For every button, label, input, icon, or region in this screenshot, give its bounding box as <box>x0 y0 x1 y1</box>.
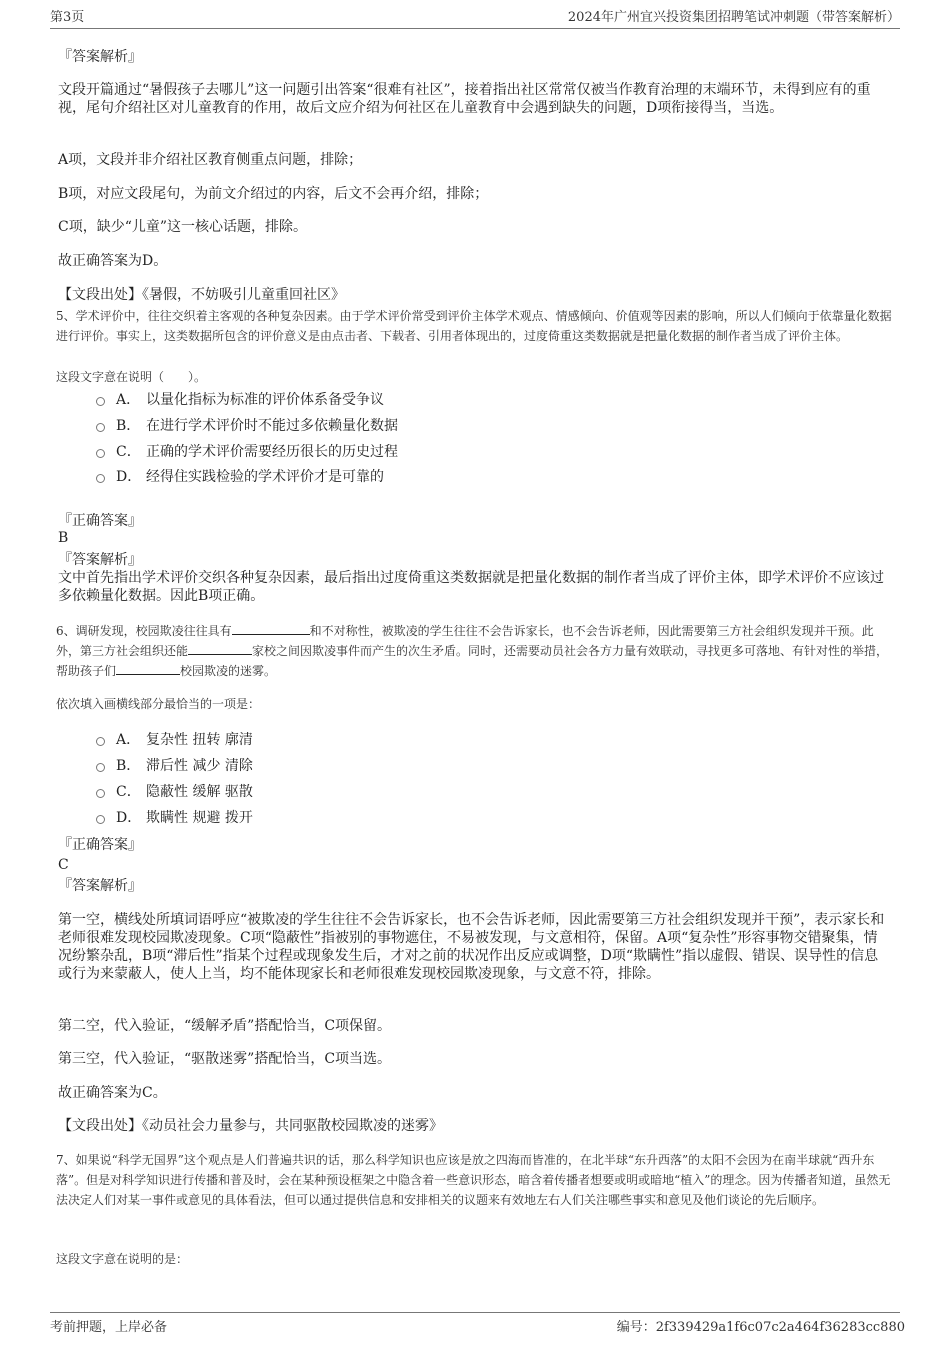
q6-analysis-paragraph-2: 第二空，代入验证，“缓解矛盾”搭配恰当，C项保留。 <box>58 1018 392 1034</box>
footer-divider <box>50 1312 900 1313</box>
q6-stem-part-3: 家校之间因欺凌事件而产生的次生矛盾。同时，还需要动员社会各方力量有效联动，寻找更多可落地、有针对性的举措，帮助孩子们 <box>56 644 889 678</box>
q4-analysis-option-a: A项，文段并非介绍社区教育侧重点问题，排除； <box>58 152 363 168</box>
q5-option-c[interactable] <box>96 442 398 462</box>
q6-source: 【文段出处】《动员社会力量参与，共同驱散校园欺凌的迷雾》 <box>58 1118 443 1134</box>
radio-icon[interactable] <box>96 815 105 824</box>
q5-stem: 5、学术评价中，往往交织着主客观的各种复杂因素。由于学术评价常受到评价主体学术观点、情感倾向、价值观等因素的影响，所以人们倾向于依靠量化数据进行评价。事实上，这类数据所包含的评价意义是由点击者、下载者、引用者体现出的，过度倚重这类数据就是把量化数据的制作者当成了评价主体。 <box>56 309 892 343</box>
radio-icon[interactable] <box>96 397 105 406</box>
option-letter: D． <box>116 469 142 485</box>
q6-option-c[interactable] <box>96 782 253 802</box>
q6-analysis-paragraph-1: 第一空，横线处所填词语呼应“被欺凌的学生往往不会告诉家长，也不会告诉老师，因此需要第三方社会组织发现并干预”，表示家长和老师很难发现校园欺凌现象。C项“隐蔽性”指被别的事物遮住，不易被发现，与文意相符，保留。A项“复杂性”形容事物交错聚集，情况纷繁杂乱，B项“滞后性”指某个过程或现象发生后，才对之前的状况作出反应或调整，D项“欺瞒性”指以虚假、错误、误导性的信息或行为来蒙蔽人，使人上当，均不能体现家长和老师很难发现校园欺凌现象，与文意不符，排除。 <box>58 912 885 982</box>
option-letter: C． <box>116 784 141 800</box>
q4-analysis-option-b: B项，对应文段尾句，为前文介绍过的内容，后文不会再介绍，排除； <box>58 186 489 202</box>
q6-analysis-heading: 『答案解析』 <box>58 878 142 894</box>
option-letter: D． <box>116 810 142 826</box>
option-text: 正确的学术评价需要经历很长的历史过程 <box>146 444 398 460</box>
radio-icon[interactable] <box>96 423 105 432</box>
option-text: 经得住实践检验的学术评价才是可靠的 <box>146 469 384 485</box>
fill-blank-3 <box>116 662 180 675</box>
option-text: 以量化指标为标准的评价体系备受争议 <box>146 392 384 408</box>
q5-answer-heading: 『正确答案』 <box>58 513 142 529</box>
footer-slogan: 考前押题，上岸必备 <box>50 1320 168 1335</box>
option-letter: B． <box>116 758 141 774</box>
option-text: 隐蔽性 缓解 驱散 <box>146 784 253 800</box>
q7-stem: 7、如果说“科学无国界”这个观点是人们普遍共识的话，那么科学知识也应该是放之四海而皆准的，在北半球“东升西落”的太阳不会因为在南半球就“西升东落”。但是对科学知识进行传播和普及时，会在某种预设框架之中隐含着一些意识形态，暗含着传播者想要或明或暗地“植入”的理念。因为传播者知道，虽然无法决定人们对某一事件或意见的具体看法，但可以通过提供信息和安排相关的议题来有效地左右人们关注哪些事实和意见及他们谈论的先后顺序。 <box>56 1153 891 1207</box>
q5-prompt: 这段文字意在说明（ ）。 <box>56 370 207 384</box>
fill-blank-2 <box>188 642 252 655</box>
option-letter: A． <box>116 392 141 408</box>
q6-conclusion: 故正确答案为C。 <box>58 1085 167 1101</box>
q5-analysis-heading: 『答案解析』 <box>58 552 142 568</box>
radio-icon[interactable] <box>96 763 105 772</box>
document-id: 编号：2f339429a1f6c07c2a464f36283cc880 <box>616 1320 905 1335</box>
option-letter: C． <box>116 444 141 460</box>
option-text: 欺瞒性 规避 拨开 <box>146 810 253 826</box>
radio-icon[interactable] <box>96 789 105 798</box>
q6-answer-heading: 『正确答案』 <box>58 837 142 853</box>
q6-analysis-paragraph-3: 第三空，代入验证，“驱散迷雾”搭配恰当，C项当选。 <box>58 1051 392 1067</box>
q6-stem-part-1: 6、调研发现，校园欺凌往往具有 <box>56 624 232 638</box>
q6-stem <box>56 621 896 681</box>
q6-prompt: 依次填入画横线部分最恰当的一项是： <box>56 697 261 711</box>
q4-analysis-paragraph: 文段开篇通过“暑假孩子去哪儿”这一问题引出答案“很难有社区”，接着指出社区常常仅被当作教育治理的末端环节，未得到应有的重视，尾句介绍社区对儿童教育的作用，故后文应介绍为何社区在儿童教育中会遇到缺失的问题，D项衔接得当，当选。 <box>58 82 871 116</box>
q7-prompt: 这段文字意在说明的是： <box>56 1252 189 1266</box>
radio-icon[interactable] <box>96 449 105 458</box>
q6-stem-part-2: 和不对称性，被欺凌的学生往往不会告诉家长，也不会告诉老师，因此需要第三方社会组织发现并干预。此外，第三方社会组织还能 <box>56 624 874 658</box>
option-text: 复杂性 扭转 廓清 <box>146 732 253 748</box>
q5-analysis: 文中首先指出学术评价交织各种复杂因素，最后指出过度倚重这类数据就是把量化数据的制作者当成了评价主体，即学术评价不应该过多依赖量化数据。因此B项正确。 <box>58 570 884 604</box>
q5-option-d[interactable] <box>96 467 384 487</box>
q4-analysis-option-c: C项，缺少“儿童”这一核心话题，排除。 <box>58 219 308 235</box>
radio-icon[interactable] <box>96 474 105 483</box>
q6-stem-part-4: 校园欺凌的迷雾。 <box>180 664 277 678</box>
option-text: 在进行学术评价时不能过多依赖量化数据 <box>146 418 398 434</box>
option-text: 滞后性 减少 清除 <box>146 758 253 774</box>
page-number: 第3页 <box>50 10 85 25</box>
q4-conclusion: 故正确答案为D。 <box>58 253 168 269</box>
q5-option-a[interactable] <box>96 390 384 410</box>
q4-source: 【文段出处】《暑假，不妨吸引儿童重回社区》 <box>58 287 345 303</box>
q5-option-b[interactable] <box>96 416 398 436</box>
document-title: 2024年广州宜兴投资集团招聘笔试冲刺题（带答案解析） <box>567 10 900 25</box>
option-letter: B． <box>116 418 141 434</box>
q4-analysis-heading: 『答案解析』 <box>58 49 142 65</box>
fill-blank-1 <box>232 622 310 635</box>
header-divider <box>50 28 900 29</box>
q5-answer: B <box>58 530 69 546</box>
q6-answer: C <box>58 857 69 873</box>
q6-option-b[interactable] <box>96 756 253 776</box>
q6-option-a[interactable] <box>96 730 253 750</box>
q6-option-d[interactable] <box>96 808 253 828</box>
radio-icon[interactable] <box>96 737 105 746</box>
option-letter: A． <box>116 732 141 748</box>
